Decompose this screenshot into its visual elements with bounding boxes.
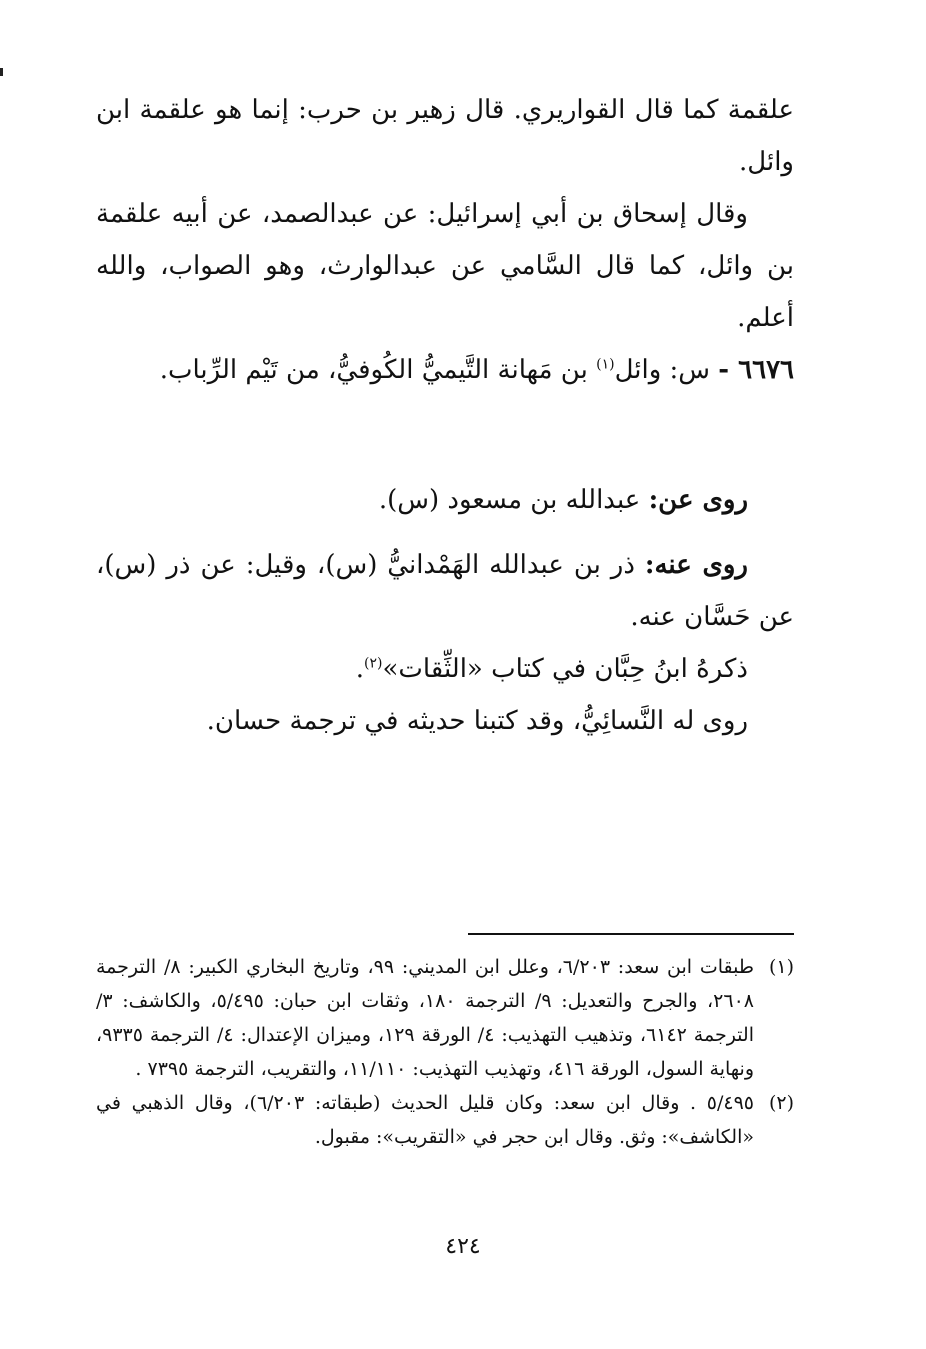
footnote-ref-2: (٢): [364, 655, 383, 672]
narrated-from-text: عبدالله بن مسعود (س).: [378, 485, 641, 515]
narrated-by-text: ذر بن عبدالله الهَمْدانيُّ (س)، وقيل: عن ذر (س)، عن حَسَّان عنه.: [96, 550, 794, 632]
footnote-ref-1: (١): [596, 356, 615, 373]
narrated-from-section: [96, 474, 794, 526]
narrated-from-label: روى عن:: [648, 485, 748, 515]
page-number: ٤٢٤: [445, 1234, 481, 1259]
footnote-2-number: (٢): [768, 1092, 794, 1114]
dhakarahu-end: .: [355, 654, 365, 684]
dhakarahu-text: ذكرهُ ابنُ حِبَّان في كتاب «الثِّقات»: [382, 654, 748, 684]
narrated-by-label: روى عنه:: [644, 550, 748, 580]
paragraph-2-text: وقال إسحاق بن أبي إسرائيل: عن عبدالصمد، عن أبيه علقمة بن وائل، كما قال السَّامي عن عبدالوارث، وهو الصواب، والله أعلم.: [96, 199, 794, 333]
entry-name-pre: س: وائل: [614, 355, 711, 385]
footnote-1: [96, 950, 794, 1086]
paragraph-1-text: علقمة كما قال القواريري. قال زهير بن حرب: إنما هو علقمة ابن وائل.: [96, 95, 794, 177]
entry-heading: [96, 344, 794, 396]
footnote-2-text: ٥/٤٩٥ . وقال ابن سعد: وكان قليل الحديث (طبقاته: ٦/٢٠٣)، وقال الذهبي في «الكاشف»: وثق. وقال ابن حجر في «التقريب»: مقبول.: [96, 1092, 754, 1148]
paragraph-2: [96, 188, 794, 344]
entry-number: ٦٦٧٦ -: [718, 355, 794, 385]
footnote-2: [96, 1086, 794, 1154]
scan-edge-mark: [0, 68, 3, 76]
footnote-1-number: (١): [768, 956, 794, 978]
dhakarahu-line: [96, 643, 794, 695]
footnotes: [96, 950, 794, 1154]
footnote-divider: [468, 933, 794, 935]
narrated-by-section: [96, 539, 794, 747]
rawa-lahu-text: روى له النَّسائِيُّ، وقد كتبنا حديثه في ترجمة حسان.: [206, 706, 748, 736]
footnote-1-text: طبقات ابن سعد: ٦/٢٠٣، وعلل ابن المديني: ٩٩، وتاريخ البخاري الكبير: ٨/ الترجمة ٢٦٠٨، والجرح والتعديل: ٩/ الترجمة ١٨٠، وثقات ابن حبان: ٥/٤٩٥، والكاشف: ٣/ الترجمة ٦١٤٢، وتذهيب التهذيب: ٤/ الورقة ١٢٩، وميزان الإعتدال: ٤/ الترجمة ٩٣٣٥، ونهاية السول، الورقة ٤١٦، وتهذيب التهذيب: ١١/١١٠، والتقريب، الترجمة ٧٣٩٥ .: [96, 956, 754, 1080]
paragraph-1: [96, 84, 794, 188]
entry-name-post: بن مَهانة التَّيميُّ الكُوفيُّ، من تَيْم الرِّباب.: [159, 355, 588, 385]
